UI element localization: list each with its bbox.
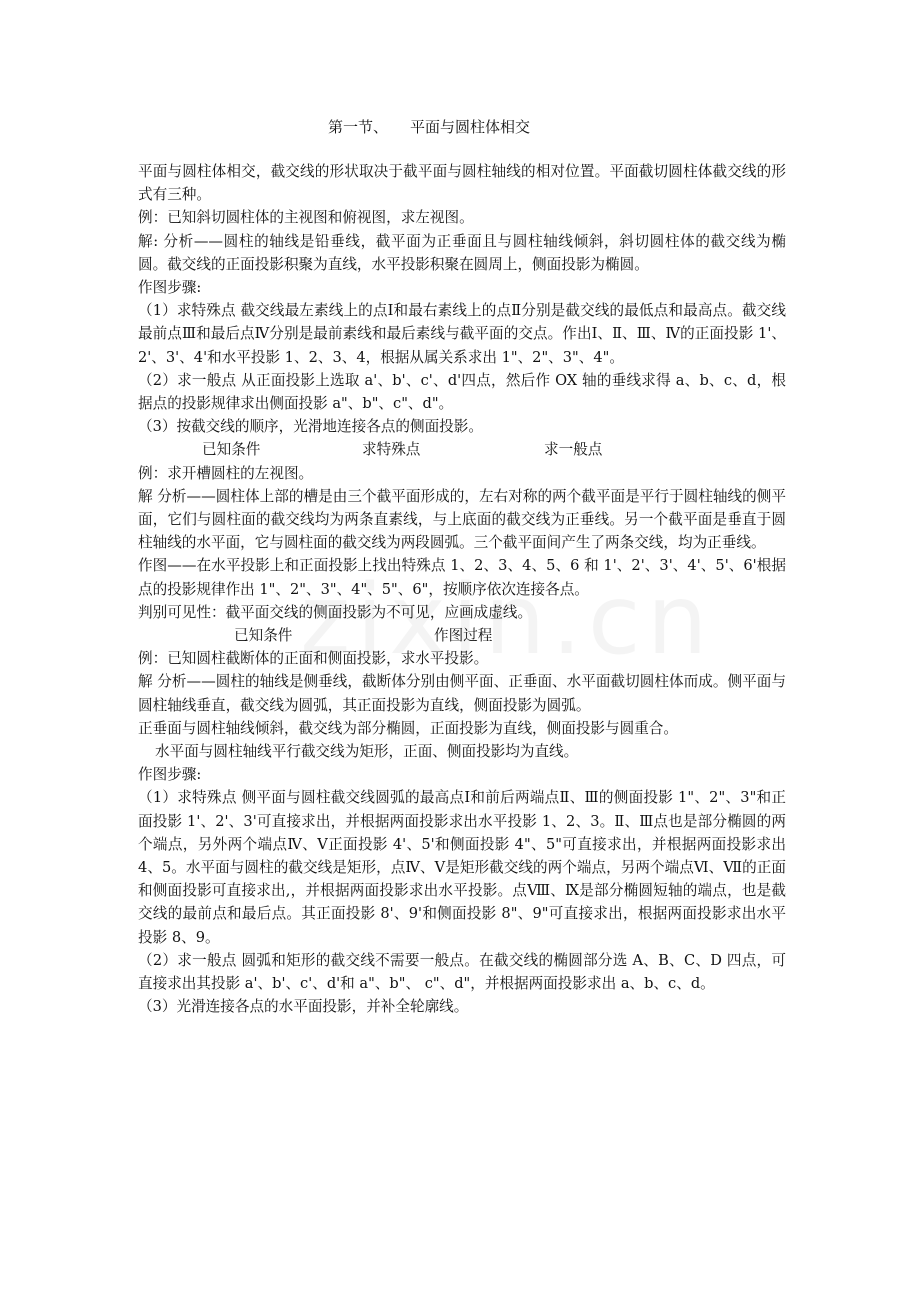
caption-special-points: 求特殊点 [362, 441, 421, 459]
figure-captions-1 [138, 438, 786, 461]
caption-known-conditions: 已知条件 [202, 441, 261, 459]
example-2-drawing: 作图——在水平投影上和正面投影上找出特殊点 1、2、3、4、5、6 和 1'、2'、3'、4'、5'、6'根据点的投影规律作出 1"、2"、3"、4"、5"、6"，按顺序依次连接各点。 [138, 557, 786, 598]
section-title [0, 116, 920, 140]
example-1-question: 例：已知斜切圆柱体的主视图和俯视图，求左视图。 [138, 209, 474, 227]
intro-paragraph: 平面与圆柱体相交，截交线的形状取决于截平面与圆柱轴线的相对位置。平面截切圆柱体截交线的形式有三种。 [138, 163, 786, 204]
example-1-steps-title: 作图步骤: [138, 279, 202, 297]
example-2-question: 例：求开槽圆柱的左视图。 [138, 464, 314, 482]
caption-known-conditions-2: 已知条件 [234, 627, 293, 645]
example-3-step-3: （3）光滑连接各点的水平面投影，并补全轮廓线。 [138, 998, 469, 1016]
example-3-step-2: （2）求一般点 圆弧和矩形的截交线不需要一般点。在截交线的椭圆部分选 A、B、C、D 四点，可直接求出其投影 a'、b'、c'、d'和 a"、b"、 c"、d"，并根据两面投影求出 a、b、c、d。 [138, 951, 786, 993]
example-3-line-2: 正垂面与圆柱轴线倾斜，截交线为部分椭圆，正面投影为直线，侧面投影与圆重合。 [138, 719, 678, 737]
example-3-step-1: （1）求特殊点 侧平面与圆柱截交线圆弧的最高点Ⅰ和前后两端点Ⅱ、Ⅲ的侧面投影 1"、2"、3"和正面投影 1'、2'、3'可直接求出，并根据两面投影求出水平投影 1、2、3。Ⅱ、Ⅲ点也是部分椭圆的两个端点，另外两个端点Ⅳ、Ⅴ正面投影 4'、5'和侧面投影 4"、5"可直接求出，并根据两面投影求出 4、5。水平面与圆柱的截交线是矩形，点Ⅳ、Ⅴ是矩形截交线的两个端点，另两个端点Ⅵ、Ⅶ的正面和侧面投影可直接求出,，并根据两面投影求出水平投影。点Ⅷ、Ⅸ是部分椭圆短轴的端点，也是截交线的最前点和最后点。其正面投影 8'、9'和侧面投影 8"、9"可直接求出，根据两面投影求出水平投影 8、9。 [138, 789, 786, 946]
example-3-steps-title: 作图步骤: [138, 766, 202, 784]
example-2-visibility: 判别可见性：截平面交线的侧面投影为不可见，应画成虚线。 [138, 603, 533, 621]
example-3-question: 例：已知圆柱截断体的正面和侧面投影，求水平投影。 [138, 650, 489, 668]
example-3-analysis: 解 分析——圆柱的轴线是侧垂线，截断体分别由侧平面、正垂面、水平面截切圆柱体而成。侧平面与圆柱轴线垂直，截交线为圆弧，其正面投影为直线，侧面投影为圆弧。 [138, 673, 786, 714]
example-1-step-2: （2）求一般点 从正面投影上选取 a'、b'、c'、d'四点，然后作 OX 轴的垂线求得 a、b、c、d，根据点的投影规律求出侧面投影 a"、b"、c"、d"。 [138, 371, 786, 413]
example-3-line-3: 水平面与圆柱轴线平行截交线为矩形，正面、侧面投影均为直线。 [155, 743, 579, 761]
section-heading: 平面与圆柱体相交 [410, 118, 531, 136]
caption-general-points: 求一般点 [544, 441, 603, 459]
example-1-analysis: 解: 分析——圆柱的轴线是铅垂线，截平面为正垂面且与圆柱轴线倾斜，斜切圆柱体的截交线为椭圆。截交线的正面投影积聚为直线，水平投影积聚在圆周上，侧面投影为椭圆。 [138, 232, 786, 273]
example-1-step-1: （1）求特殊点 截交线最左素线上的点Ⅰ和最右素线上的点Ⅱ分别是截交线的最低点和最高点。截交线最前点Ⅲ和最后点Ⅳ分别是最前素线和最后素线与截平面的交点。作出Ⅰ、Ⅱ、Ⅲ、Ⅳ的正面投影 1'、2'、3'、4'和水平投影 1、2、3、4，根据从属关系求出 1"、2"、3"、4"。 [138, 302, 786, 366]
example-2-analysis: 解 分析——圆柱体上部的槽是由三个截平面形成的，左右对称的两个截平面是平行于圆柱轴线的侧平面，它们与圆柱面的截交线均为两条直素线，与上底面的截交线为正垂线。另一个截平面是垂直于圆柱轴线的水平面，它与圆柱面的截交线为两段圆弧。三个截平面间产生了两条交线，均为正垂线。 [138, 487, 786, 552]
example-1-step-3: （3）按截交线的顺序，光滑地连接各点的侧面投影。 [138, 418, 483, 436]
section-number: 第一节、 [328, 118, 389, 136]
caption-drawing-process: 作图过程 [434, 627, 493, 645]
document-body [138, 160, 786, 1018]
figure-captions-2 [138, 624, 786, 647]
